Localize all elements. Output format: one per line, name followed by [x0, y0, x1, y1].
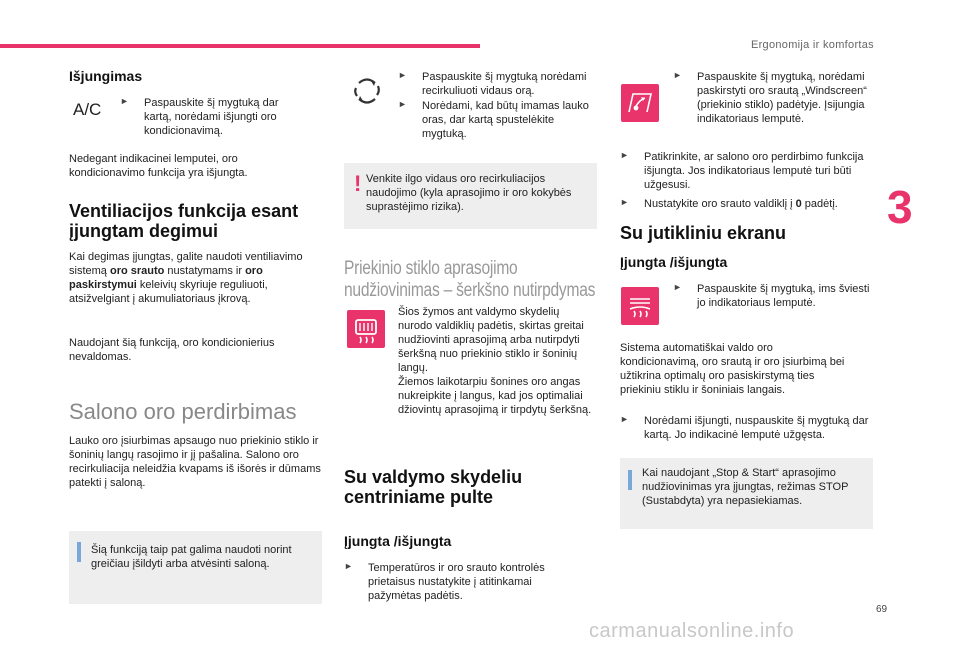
recirc-bullet-1: ► Paspauskite šį mygtuką norėdami recirkuliuoti vidaus orą.	[398, 70, 587, 97]
touch-bullet-1: ► Paspauskite šį mygtuką, ims šviesti jo indikatoriaus lemputė.	[673, 282, 870, 309]
panel-title: Su valdymo skydeliu centriniame pulte	[344, 467, 523, 507]
chapter-number: 3	[887, 181, 913, 233]
recirc-title: Salono oro perdirbimas	[69, 399, 297, 424]
touch-bullet-2: ► Norėdami išjungti, nuspauskite šį mygtuką dar kartą. Jo indikacinė lemputė užgęsta.	[620, 414, 869, 441]
defrost-title-line-1: Priekinio stiklo aprasojimo	[344, 258, 518, 279]
bullet-marker: ►	[120, 96, 129, 106]
touch-title: Su jutikliniu ekranu	[620, 223, 787, 243]
recirc-text: Lauko oro įsiurbimas apsaugo nuo priekinio stiklo ir šoninių langų rasojimo ir jį pašalina. Salono oro recirkuliacija neleidžia kvapams iš išorės ir dūmams patekti į saloną.	[69, 435, 321, 489]
vent-title: Ventiliacijos funkcija esant įjungtam degimui	[69, 201, 299, 241]
vent-paragraph-1: Kai degimas įjungtas, galite naudoti ventiliavimo sistemą oro srauto nustatymams ir oro paskirstymui keleivių skyriuje reguliuoti, atsižvelgiant į akumuliatoriaus įkrovą.	[69, 251, 303, 305]
defrost-paragraph-2: Žiemos laikotarpiu šonines oro angas nukreipkite į langus, kad jos optimaliai džiovintų aprasojimą ir tirpdytų šerkšną.	[398, 376, 592, 416]
info-note: Šią funkciją taip pat galima naudoti norint greičiau įšildyti arba atvėsinti saloną.	[69, 531, 322, 604]
info-note-2: Kai naudojant „Stop & Start“ aprasojimo nudžiovinimas yra įjungtas, režimas STOP (Sustabdyta) yra nepasiekiamas.	[620, 458, 873, 529]
info-icon	[628, 470, 632, 490]
vent-paragraph-2: Naudojant šią funkciją, oro kondicionierius nevaldomas.	[69, 337, 275, 363]
recirculation-icon	[350, 74, 384, 108]
front-defrost-icon	[621, 287, 659, 325]
off-bullet: ► Paspauskite šį mygtuką dar kartą, norėdami išjungti oro kondicionavimą.	[120, 96, 279, 137]
ac-icon: A/C	[73, 100, 102, 119]
off-text: Nedegant indikacinei lemputei, oro kondicionavimo funkcija yra išjungta.	[69, 153, 248, 179]
watermark: carmanualsonline.info	[589, 620, 795, 642]
recirc-bullet-2: ► Norėdami, kad būtų imamas lauko oras, dar kartą spustelėkite mygtuką.	[398, 99, 589, 140]
header-accent-bar	[0, 44, 480, 48]
ws-bullet-1: ► Paspauskite šį mygtuką, norėdami paskirstyti oro srautą „Windscreen“ (priekinio stiklo) padėtyje. Įsijungia indikatoriaus lemputė.	[673, 70, 867, 125]
panel-bullet-1: ► Temperatūros ir oro srauto kontrolės prietaisus nustatykite į atitinkamai pažymėtas padėtis.	[344, 561, 545, 602]
ws-bullet-2: ► Patikrinkite, ar salono oro perdirbimo funkcija išjungta. Jos indikatoriaus lemputė turi būti užgesusi.	[620, 150, 864, 191]
info-icon	[77, 542, 81, 562]
touch-paragraph: Sistema automatiškai valdo oro kondicionavimą, oro srautą ir oro įsiurbimą bei užtikrina optimalų oro pasiskirstymą ties priekiniu stiklu ir šoniniais langais.	[620, 342, 845, 396]
section-title: Ergonomija ir komfortas	[750, 39, 874, 51]
touch-onoff-title: Įjungta /išjungta	[620, 254, 728, 270]
warning-note: ! Venkite ilgo vidaus oro recirkuliacijos naudojimo (kyla aprasojimo ir oro kokybės suprastėjimo rizika).	[344, 163, 597, 229]
defrost-paragraph-1: Šios žymos ant valdymo skydelių nurodo valdiklių padėtis, skirtas greitai nudžiovinti aprasojimą arba nutirpdyti šerkšną nuo priekinio stiklo ir šoninių langų.	[398, 306, 584, 374]
windscreen-icon	[621, 84, 659, 122]
rear-defrost-icon	[347, 310, 385, 348]
warning-icon: !	[354, 171, 362, 196]
ws-bullet-3: ► Nustatykite oro srauto valdiklį į 0 padėtį.	[620, 197, 838, 210]
panel-onoff-title: Įjungta /išjungta	[344, 533, 452, 549]
page-number: 69	[876, 604, 888, 615]
defrost-title-line-2: nudžiovinimas – šerkšno nutirpdymas	[344, 280, 596, 301]
off-title: Išjungimas	[69, 68, 143, 84]
